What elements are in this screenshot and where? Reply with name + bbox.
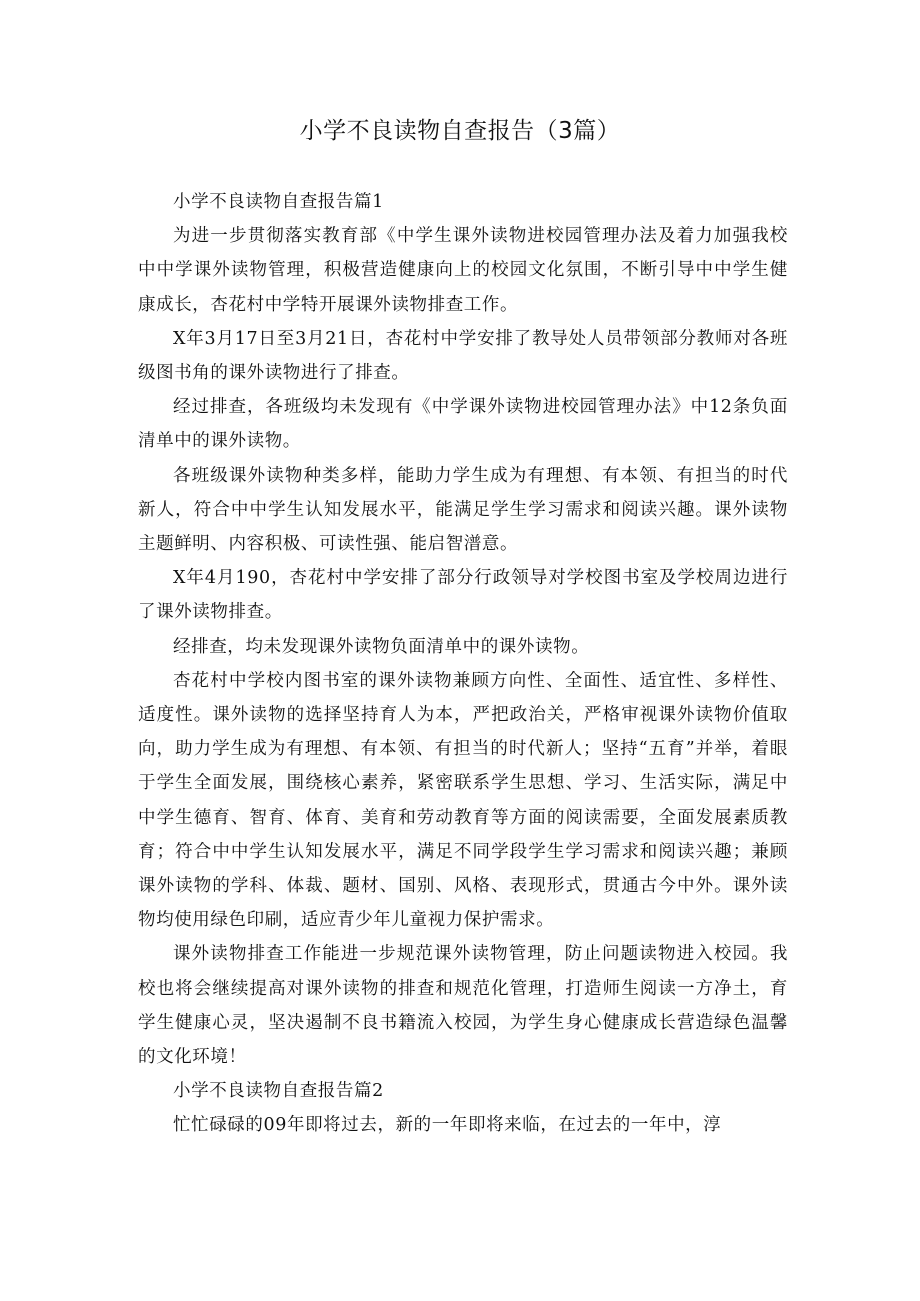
- section-heading-1: 小学不良读物自查报告篇1: [173, 192, 384, 212]
- paragraph-conclusion: 课外读物排查工作能进一步规范课外读物管理，防止问题读物进入校园。我校也将会继续提高对课外读物的排查和规范化管理，打造师生阅读一方净土，育学生健康心灵，坚决遏制不良书籍流入校园，为学生身心健康成长营造绿色温馨的文化环境！: [138, 944, 788, 1068]
- paragraph-section2-intro: 忙忙碌碌的09年即将过去，新的一年即将来临，在过去的一年中，淳: [173, 1115, 722, 1136]
- document-title: 小学不良读物自查报告（3篇）: [299, 118, 621, 144]
- paragraph-variety: 各班级课外读物种类多样，能助力学生成为有理想、有本领、有担当的时代新人，符合中中学生认知发展水平，能满足学生学习需求和阅读兴趣。课外读物主题鲜明、内容积极、可读性强、能启智潽意。: [138, 465, 788, 555]
- paragraph-check-result: 经过排查，各班级均未发现有《中学课外读物进校园管理办法》中12条负面清单中的课外读物。: [138, 397, 788, 452]
- paragraph-intro: 为进一步贯彻落实教育部《中学生课外读物进校园管理办法及着力加强我校中中学课外读物管理，积极营造健康向上的校园文化氛围，不断引导中中学生健康成长，杏花村中学特开展课外读物排查工作。: [138, 226, 788, 315]
- paragraph-library: 杏花村中学校内图书室的课外读物兼顾方向性、全面性、适宜性、多样性、适度性。课外读物的选择坚持育人为本，严把政治关，严格审视课外读物价值取向，助力学生成为有理想、有本领、有担当的时代新人；坚持“五育”并举，着眼于学生全面发展，围绕核心素养，紧密联系学生思想、学习、生活实际，满足中中学生德育、智育、体育、美育和劳动教育等方面的阅读需要，全面发展素质教育；符合中中学生认知发展水平，满足不同学段学生学习需求和阅读兴趣；兼顾课外读物的学科、体裁、题材、国别、风格、表现形式，贯通古今中外。课外读物均使用绿色印刷，适应青少年儿童视力保护需求。: [138, 670, 788, 931]
- document-body: [138, 185, 788, 1143]
- paragraph-march-check: X年3月17日至3月21日，杏花村中学安排了教导处人员带领部分教师对各班级图书角的课外读物进行了排查。: [138, 328, 788, 384]
- paragraph-april-check: X年4月190，杏花村中学安排了部分行政领导对学校图书室及学校周边进行了课外读物排查。: [138, 568, 788, 623]
- section-heading-2: 小学不良读物自查报告篇2: [173, 1081, 384, 1102]
- paragraph-april-result: 经排查，均未发现课外读物负面清单中的课外读物。: [173, 636, 590, 657]
